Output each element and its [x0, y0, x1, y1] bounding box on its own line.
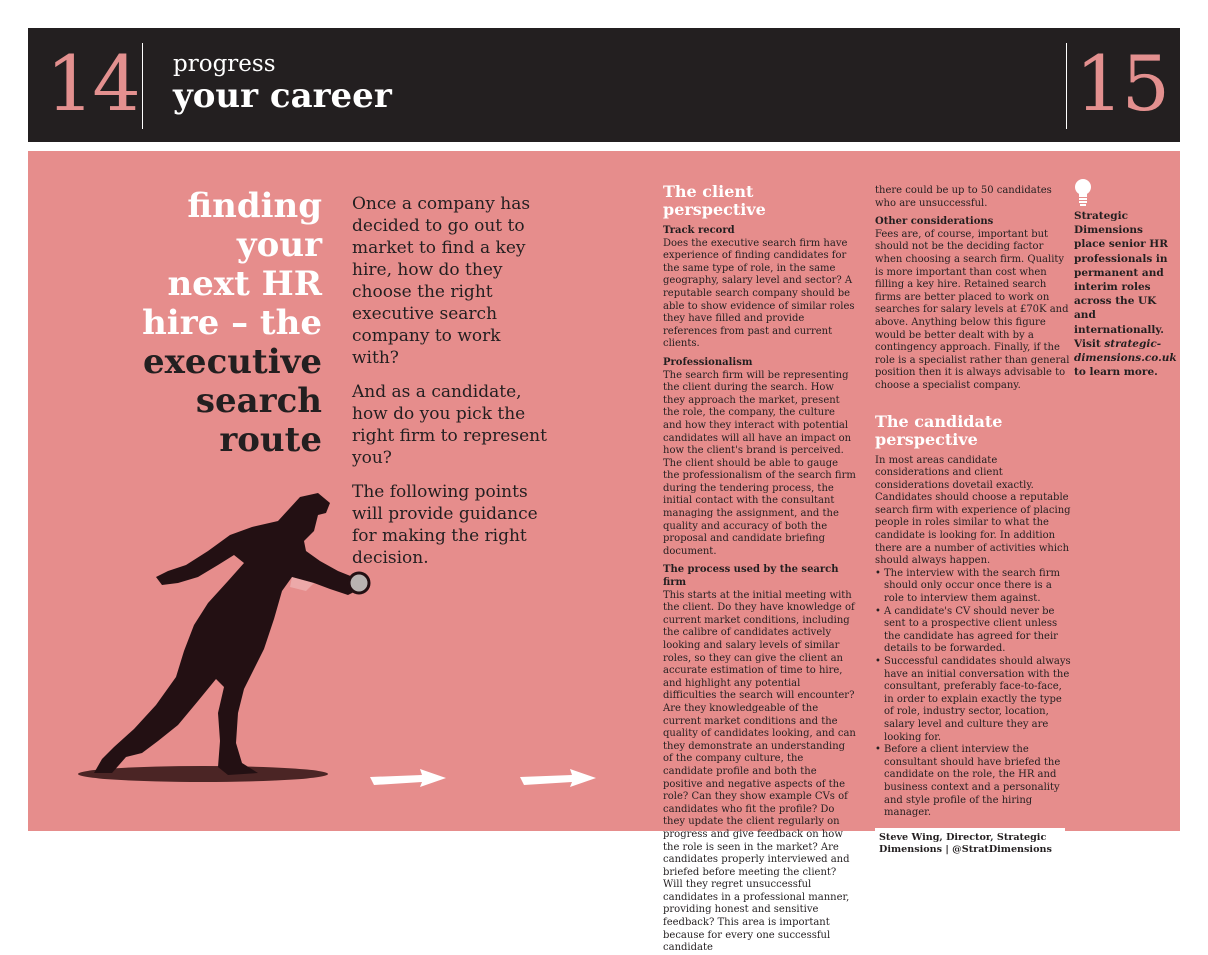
headline-line: executive — [143, 342, 322, 382]
candidate-perspective-title: The candidate perspective — [875, 411, 1003, 449]
other-considerations-text: Fees are, of course, important but should not be the deciding factor when choosing a search firm. Quality is more important than cost when filling a key hire. Retained search firms are better placed to work on searches for salary levels at £70K and above. Anything below this figure would be better dealt with by a contingency approach. Finally, if the role is a specialist rather than general position then it is always advisable to choose a specialist company. — [875, 228, 1070, 391]
intro-paragraph: Once a company has decided to go out to market to find a key hire, how do they choose the right executive search company to work with? — [352, 194, 531, 368]
sidebar-text: to learn more. — [1074, 366, 1158, 379]
detective-illustration — [68, 491, 378, 791]
professionalism-text: The search firm will be representing the client during the search. How they approach the market, present the role, the company, the culture and how they interact with potential candidates will all have an impact on how the client's brand is perceived. — [663, 369, 852, 457]
other-considerations-heading: Other considerations — [875, 216, 994, 228]
client-perspective-title: The client perspective — [663, 182, 766, 219]
magnifier-lens — [349, 573, 369, 593]
continued-text: there could be up to 50 candidates who are unsuccessful. — [875, 185, 1052, 209]
list-item: • Successful candidates should always have an initial conversation with the consultant, preferably face-to-face, in order to explain exactly the type of role, industry sector, location, salary level and culture they are looking for. — [875, 656, 1071, 744]
process-heading: The process used by the search firm — [663, 564, 839, 589]
arrow-right-icon — [368, 769, 448, 789]
client-perspective-column — [663, 183, 856, 955]
headline-line: next HR — [167, 264, 322, 304]
list-item: • Before a client interview the consultant should have briefed the candidate on the role, the HR and business context and a personality and style profile of the hiring manager. — [875, 744, 1071, 820]
header-divider-left — [142, 43, 143, 129]
website-link[interactable]: strategic-dimensions.co.uk — [1074, 337, 1177, 365]
header-divider-right — [1066, 43, 1067, 129]
headline-line: search — [195, 381, 322, 421]
author-byline: Steve Wing, Director, Strategic Dimensions | @StratDimensions — [875, 828, 1065, 860]
arrow-right-icon — [518, 769, 598, 789]
candidate-perspective-text: In most areas candidate considerations and client considerations dovetail exactly. Candidates should choose a reputable search firm with experience of placing people in roles similar to what the candidate is looking for. In addition there are a number of activities which should always happen. — [875, 454, 1071, 567]
process-text: This starts at the initial meeting with the client. Do they have knowledge of current market conditions, including the calibre of candidates actively looking and salary levels of similar roles, so they can give the client an accurate estimation of time to hire, and highlight any potential difficulties the search will encounter? Are they knowledgeable of the current market conditions and the quality of candidates looking, and can they demonstrate an understanding of the company culture, the candidate profile and both the positive and negative aspects of the role? Can they show example CVs of candidates who fit the profile? Do they update the client regularly on progress and give feedback on how the role is seen in the market? Are candidates properly interviewed and briefed before meeting the client? Will they regret unsuccessful candidates in a professional manner, providing honest and sensitive feedback? This area is important because for every one successful candidate — [663, 589, 856, 954]
page-number-left: 14 — [46, 39, 139, 128]
list-item: • The interview with the search firm should only occur once there is a role to interview them against. — [875, 568, 1071, 606]
section-subtitle: progress — [173, 51, 276, 77]
headline-line: your — [236, 225, 322, 265]
sidebar-text: Strategic Dimensions place senior HR professionals in permanent and interim roles across the UK and internationally. Visit — [1074, 210, 1168, 350]
list-item: • A candidate's CV should never be sent to a prospective client unless the candidate has agreed for their details to be forwarded. — [875, 606, 1071, 656]
section-title: your career — [173, 76, 392, 116]
track-record-text: Does the executive search firm have experience of finding candidates for the same type of role, in the same geography, salary level and sector? A reputable search company should be able to show evidence of similar roles they have filled and provide references from past and current clients. — [663, 237, 855, 350]
intro-text — [352, 193, 552, 581]
headline-line: route — [219, 420, 322, 460]
article-headline — [122, 187, 322, 460]
article-panel — [28, 151, 1180, 954]
candidate-bullet-list — [875, 568, 1071, 820]
intro-paragraph: The following points will provide guidance for making the right decision. — [352, 482, 538, 568]
headline-line: hire – the — [142, 303, 322, 343]
page-header — [28, 28, 1180, 142]
candidate-perspective-column — [875, 185, 1071, 860]
page-number-right: 15 — [1075, 39, 1168, 128]
professionalism-heading: Professionalism — [663, 356, 753, 368]
figure-body — [94, 493, 356, 775]
track-record-heading: Track record — [663, 225, 735, 236]
professionalism-text: The client should be able to gauge the professionalism of the search firm during the tendering process, the initial contact with the consultant managing the assignment, and the quality and accuracy of both the proposal and candidate briefing document. — [663, 457, 856, 557]
sidebar-note — [1074, 209, 1177, 379]
lightbulb-icon — [1074, 178, 1092, 208]
headline-line: finding — [187, 186, 322, 226]
intro-paragraph: And as a candidate, how do you pick the right firm to represent you? — [352, 382, 547, 468]
